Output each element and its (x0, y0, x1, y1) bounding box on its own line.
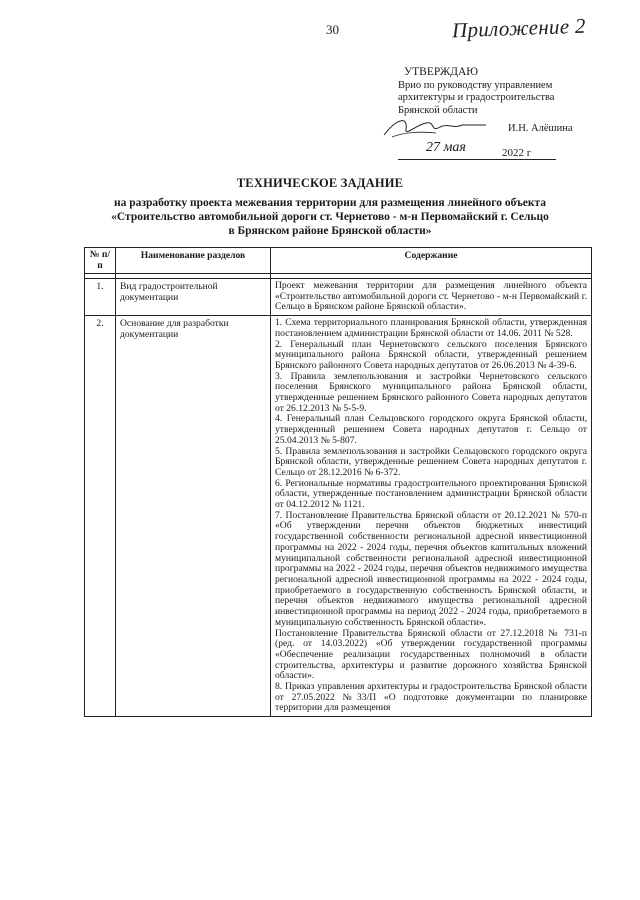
approval-line: архитектуры и градостроительства (398, 92, 555, 103)
document-subtitle (70, 196, 590, 238)
row-section-name: Основание для разработки документации (116, 316, 271, 717)
approval-heading: УТВЕРЖДАЮ (404, 66, 479, 78)
row-content (271, 316, 592, 717)
handwritten-date: 27 мая (426, 140, 466, 155)
row-section-name: Вид градостроительной документации (116, 279, 271, 316)
signature-row (398, 119, 608, 139)
approval-block (398, 66, 608, 163)
page-number: 30 (326, 22, 339, 37)
subtitle-line: в Брянском районе Брянской области» (228, 225, 432, 237)
date-underline (398, 159, 556, 160)
content-item: 5. Правила землепользования и застройки Сельцовского городского округа Брянской области, утвержденные решением Совета народных депутатов г. Сельцо от 28.12.2016 № 6-372. (275, 445, 587, 478)
subtitle-line: на разработку проекта межевания территории для размещения линейного объекта (113, 197, 547, 209)
content-item: 8. Приказ управления архитектуры и градостроительства Брянской области от 27.05.2022 №33/П «О подготовке документации по планировке территории для размещения (275, 681, 587, 714)
content-item: Проект межевания территории для размещения линейного объекта «Строительство автомобильной дороги ст. Чернетово - м-н Первомайский г. Сельцо в Брянском районе Брянской области». (275, 280, 587, 313)
header-number: № п/п (85, 248, 116, 274)
subtitle-line: «Строительство автомобильной дороги ст. Чернетово - м-н Первомайский г. Сельцо (111, 211, 549, 223)
signatory-name: И.Н. Алёшина (508, 123, 573, 134)
row-number: 2. (85, 316, 116, 717)
content-item: 7. Постановление Правительства Брянской области от 20.12.2021 № 570-п «Об утверждении перечня объектов бюджетных инвестиций государственной собственности региональной адресной инвестиционной программы на 2022 - 2024 годы, перечня объектов капитальных вложений муниципальной собственности региональной адресной инвестиционной программы на 2022 - 2024 годы, перечня объектов недвижимого имущества региональной адресной инвестиционной программы на 2022 - 2024 годы, приобретаемого в государственную собственность Брянской области, и перечня объектов недвижимого имущества региональной адресной инвестиционной программы на период 2022 - 2024 годы, приобретаемого в муниципальную собственность Брянской области». (275, 509, 587, 628)
table-row (85, 316, 592, 717)
document-title: ТЕХНИЧЕСКОЕ ЗАДАНИЕ (236, 176, 404, 190)
specification-table (84, 247, 592, 717)
row-number: 1. (85, 279, 116, 316)
content-item: 1. Схема территориального планирования Брянской области, утвержденная постановлением администрации Брянской области от 14.06. 2011 № 528. (275, 317, 587, 339)
approval-line: Врио по руководству управлением (398, 79, 553, 91)
header-section-name: Наименование разделов (116, 248, 271, 274)
content-item: 3. Правила землепользования и застройки Чернетовского сельского поселения Брянского муниципального района Брянской области, утвержденные решением Брянского районного Совета народных депутатов от 26.12.2013 № 5-5-9. (275, 370, 587, 414)
approval-date-row (398, 140, 608, 163)
content-item: 6. Региональные нормативы градостроительного проектирования Брянской области, утвержденные постановлением администрации Брянской области от 04.12.2012 № 1121. (275, 477, 587, 511)
approval-year: 2022 г (502, 147, 532, 159)
table-header-row (85, 248, 592, 274)
row-content (271, 279, 592, 316)
content-item: Постановление Правительства Брянской области от 27.12.2018 № 731-п (ред. от 14.03.2022) «Об утверждении государственной программы «Обеспечение реализации государственных полномочий в области строительства, архитектуры и развитие дорожного хозяйства Брянской области». (275, 627, 587, 682)
handwritten-annex-note: Приложение 2 (451, 13, 587, 43)
approval-line: Брянской области (398, 104, 478, 116)
header-content: Содержание (271, 248, 592, 274)
table-row (85, 279, 592, 316)
content-item: 2. Генеральный план Чернетовского сельского поселения Брянского муниципального района Брянской области, утвержденный решением Брянского районного Совета народных депутатов от 26.06.2013 № 4-39-6. (275, 338, 587, 371)
signature-scribble (378, 115, 488, 141)
content-item: 4. Генеральный план Сельцовского городского округа Брянской области, утвержденный решением Совета народных депутатов г. Сельцо от 25.04.2013 № 5-807. (275, 413, 587, 446)
